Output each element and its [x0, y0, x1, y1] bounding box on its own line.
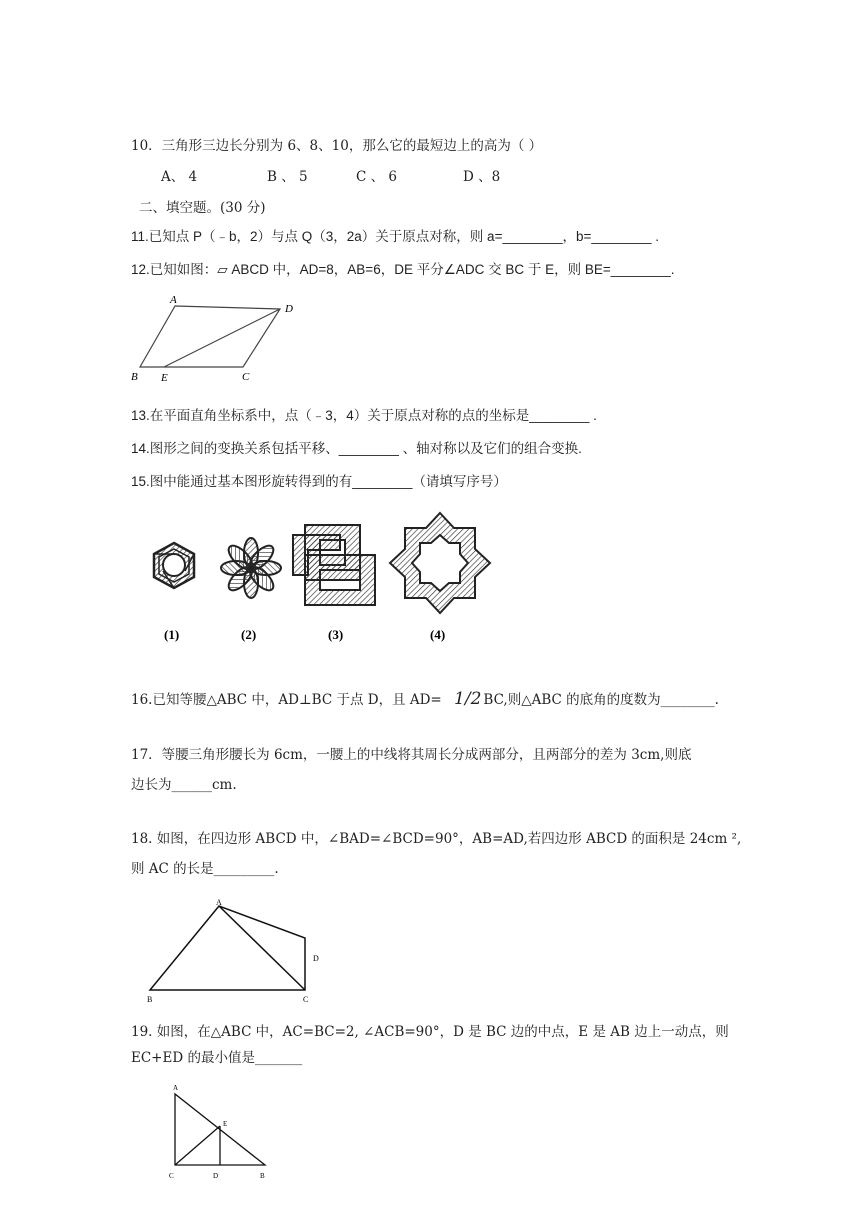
shape-label-3: (3): [328, 627, 344, 642]
question-16: [131, 688, 719, 709]
label-e: E: [161, 372, 168, 384]
parallelogram-figure: [128, 292, 308, 388]
question-14: 14.图形之间的变换关系包括平移、________ 、轴对称以及它们的组合变换.: [131, 441, 582, 456]
option-b: B 、 5: [267, 169, 308, 185]
label-c: C: [169, 1172, 174, 1180]
option-a: A、 4: [161, 169, 198, 185]
label-a: A: [170, 294, 177, 306]
question-10-options: [161, 165, 500, 185]
question-11: 11.已知点 P（﹣b，2）与点 Q（3，2a）关于原点对称，则 a=________，b=________ .: [131, 229, 659, 244]
label-e: E: [223, 1120, 228, 1128]
question-12: 12.已知如图：▱ ABCD 中，AD=8，AB=6，DE 平分∠ADC 交 BC 于 E，则 BE=________.: [131, 262, 675, 277]
label-b: B: [260, 1172, 265, 1180]
label-c: C: [242, 371, 250, 383]
shape-4-star-frame: [390, 513, 490, 613]
triangle-figure: [165, 1078, 285, 1186]
shape-1-hexagon: [154, 543, 194, 588]
shape-label-2: (2): [241, 627, 257, 642]
label-b: B: [147, 995, 153, 1004]
label-d: D: [213, 1172, 219, 1180]
question-19-line2: EC+ED 的最小值是_______: [131, 1050, 303, 1066]
fraction-half: 1/2: [454, 689, 482, 709]
shape-label-1: (1): [164, 627, 180, 642]
question-17-line2: 边长为______cm.: [131, 777, 237, 793]
label-c: C: [303, 995, 309, 1004]
shape-label-4: (4): [430, 627, 446, 642]
label-d: D: [313, 954, 319, 963]
label-a: A: [173, 1084, 179, 1092]
question-16-text-after: BC,则△ABC 的底角的度数为________.: [483, 692, 719, 708]
section-fill-blank-heading: 二、填空题。(30 分): [139, 200, 266, 216]
question-15: 15.图中能通过基本图形旋转得到的有________（请填写序号）: [131, 474, 507, 489]
question-13: 13.在平面直角坐标系中，点（﹣3，4）关于原点对称的点的坐标是________ .: [131, 408, 597, 423]
question-10: 10．三角形三边长分别为 6、8、10，那么它的最短边上的高为（ ）: [131, 138, 543, 154]
label-b: B: [131, 371, 138, 383]
shape-3-interlocked-frames: [293, 525, 375, 605]
label-a: A: [216, 898, 222, 907]
question-18-line2: 则 AC 的长是_________.: [131, 861, 279, 877]
question-16-text-before: 16.已知等腰△ABC 中，AD⊥BC 于点 D，且 AD=: [131, 692, 442, 708]
shape-2-flower: [221, 538, 281, 598]
question-18-line1: 18. 如图，在四边形 ABCD 中，∠BAD=∠BCD=90°，AB=AD,若四边形 ABCD 的面积是 24cm ²,: [131, 831, 742, 847]
label-d: D: [285, 303, 293, 315]
question-19-line1: 19. 如图，在△ABC 中，AC=BC=2, ∠ACB=90°，D 是 BC 边的中点，E 是 AB 边上一动点，则: [131, 1024, 729, 1040]
option-d: D 、8: [463, 169, 501, 185]
question-17-line1: 17．等腰三角形腰长为 6cm，一腰上的中线将其周长分成两部分，且两部分的差为 3cm,则底: [131, 747, 692, 763]
option-c: C 、 6: [356, 169, 398, 185]
rotation-shapes-figure: [130, 505, 510, 650]
quadrilateral-figure: [140, 893, 340, 1008]
